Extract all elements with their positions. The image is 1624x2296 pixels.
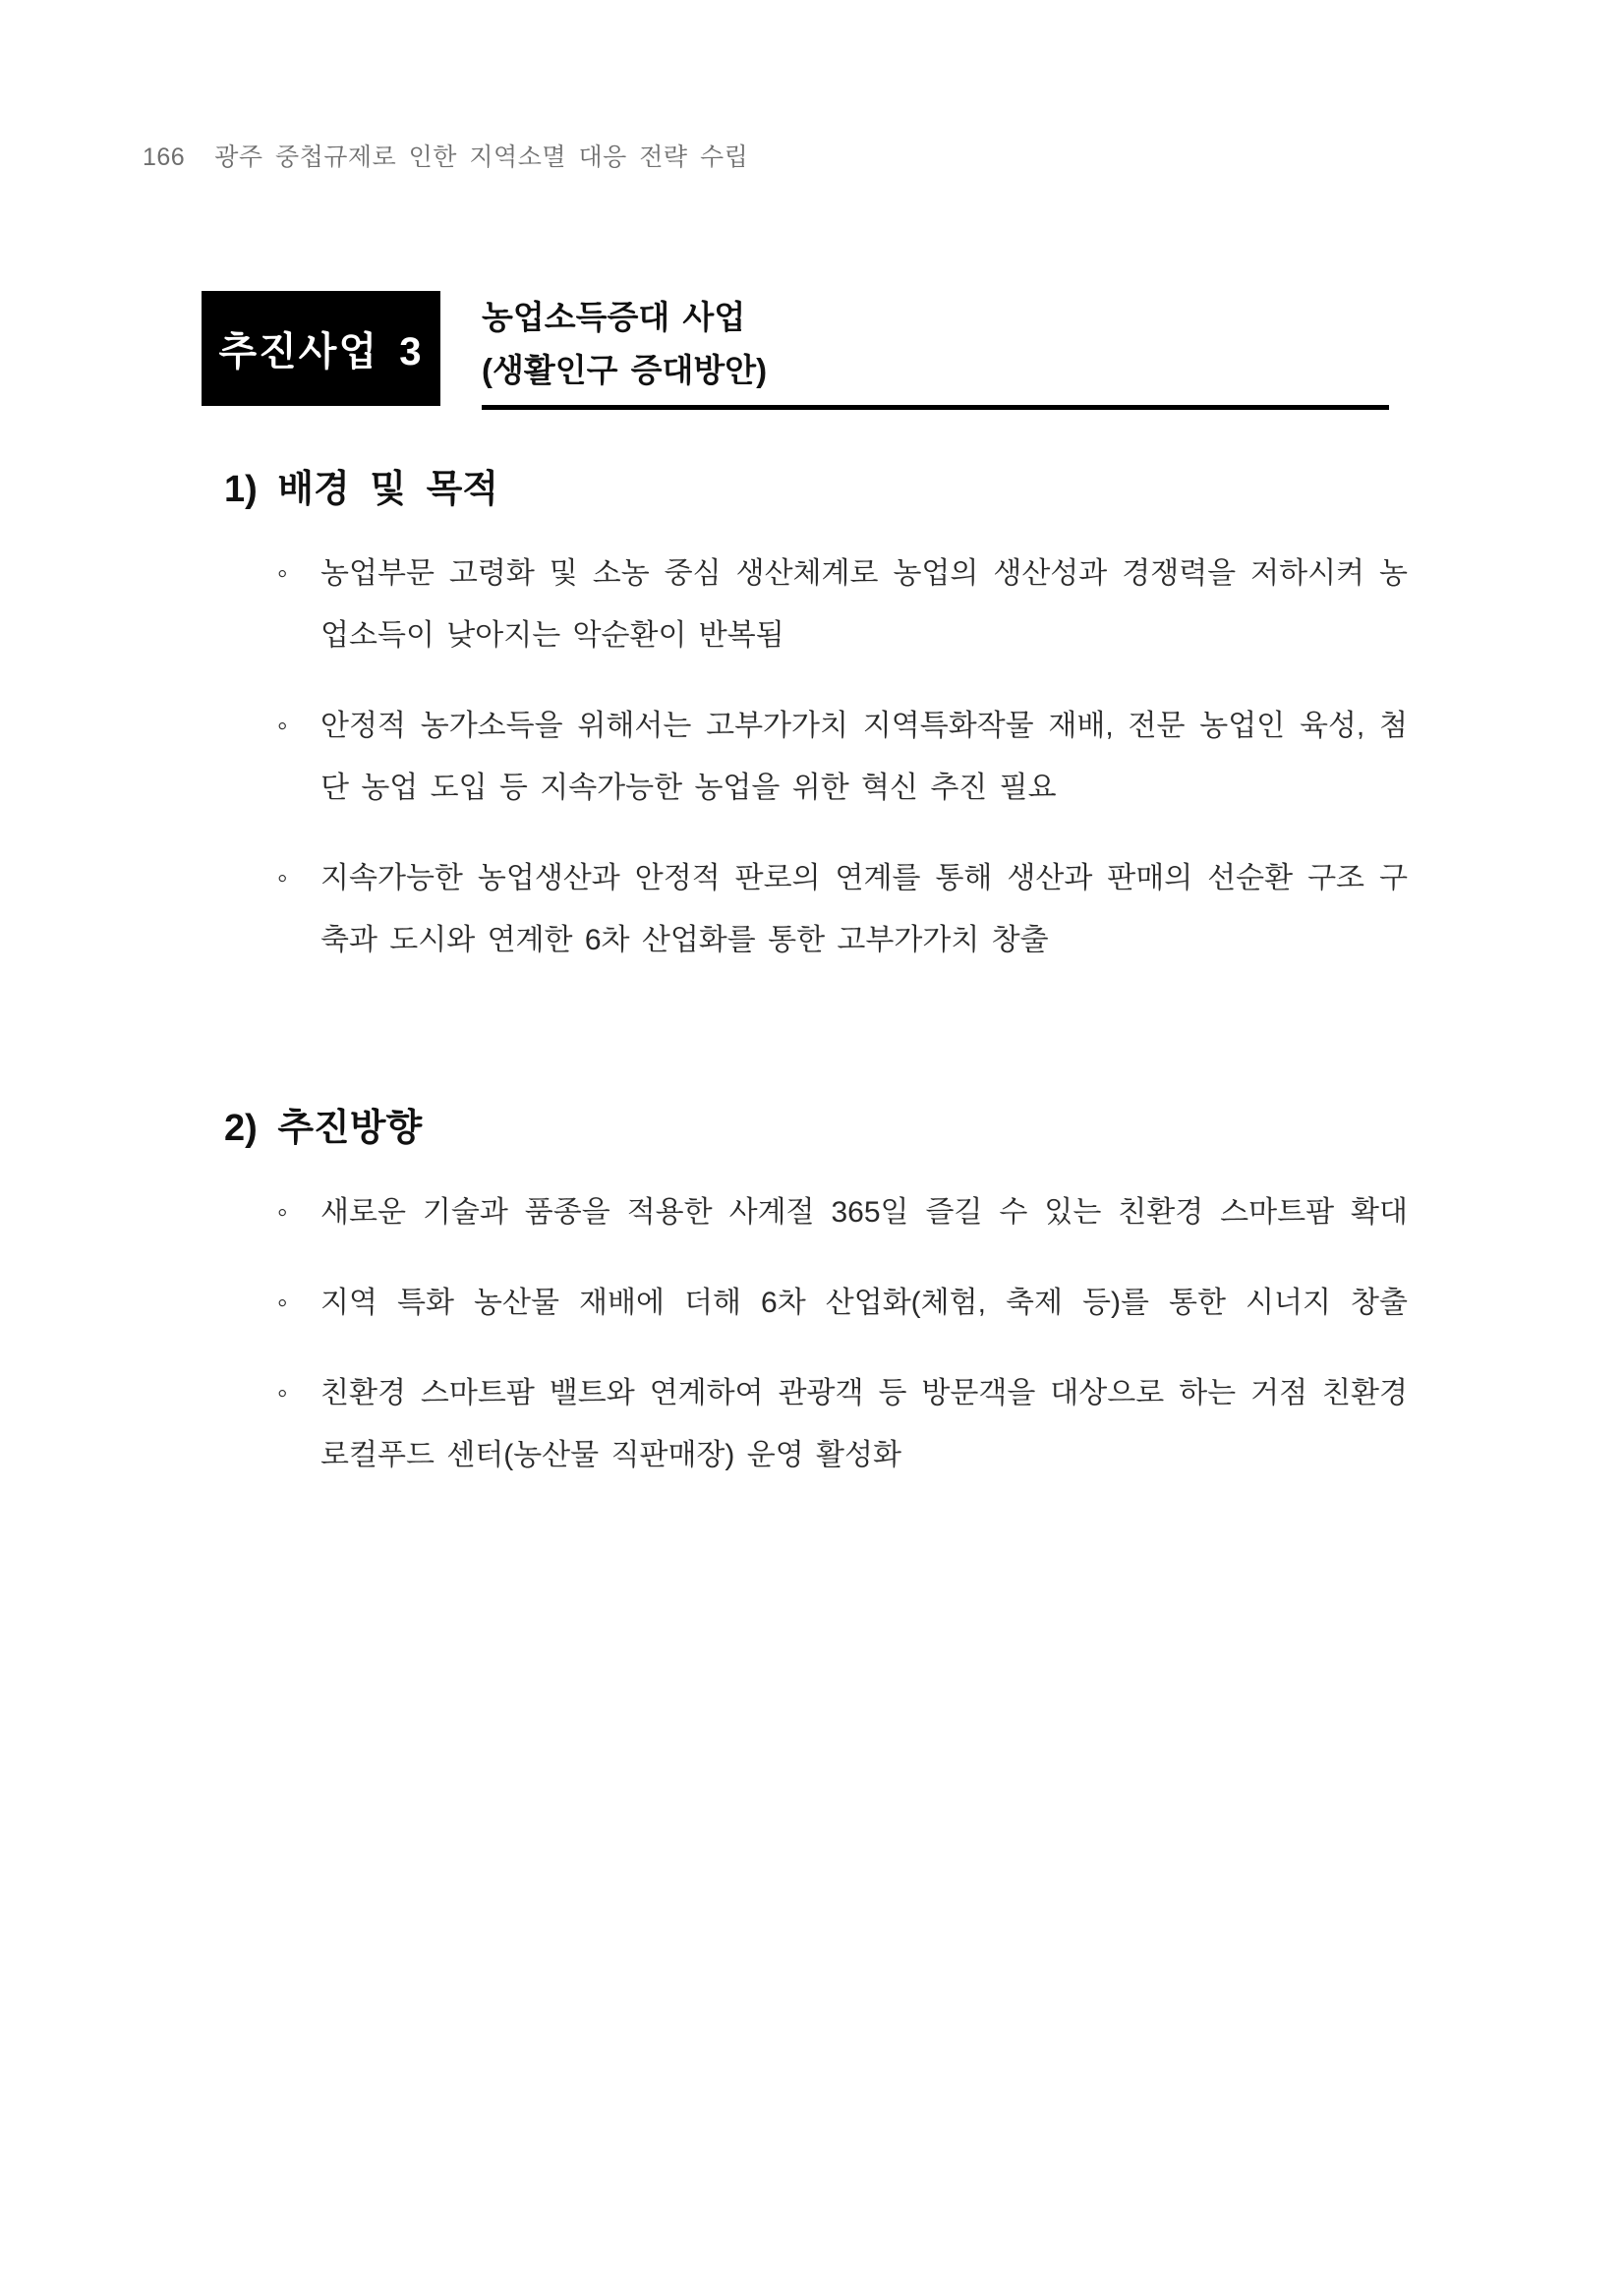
bullet-circle-icon: ◦: [277, 557, 288, 590]
bullet-text: 친환경 스마트팜 밸트와 연계하여 관광객 등 방문객을 대상으로 하는 거점 친환경 로컬푸드 센터(농산물 직판매장) 운영 활성화: [320, 1377, 1408, 1471]
section2-bullet-list: [275, 1181, 1408, 1486]
bullet-text: 새로운 기술과 품종을 적용한 사계절 365일 즐길 수 있는 친환경 스마트팜 확대: [320, 1196, 1408, 1229]
bullet-text: 안정적 농가소득을 위해서는 고부가가치 지역특화작물 재배, 전문 농업인 육성, 첨단 농업 도입 등 지속가능한 농업을 위한 혁신 추진 필요: [320, 710, 1408, 804]
project-title-line1: 농업소득증대 사업: [482, 299, 746, 335]
section-heading-background-purpose: 1) 배경 및 목적: [224, 469, 499, 510]
bullet-text: 지역 특화 농산물 재배에 더해 6차 산업화(체험, 축제 등)를 통한 시너지 창출: [320, 1287, 1408, 1319]
bullet-item: [275, 1272, 1408, 1334]
bullet-circle-icon: ◦: [277, 1287, 288, 1319]
bullet-text: 농업부문 고령화 및 소농 중심 생산체계로 농업의 생산성과 경쟁력을 저하시켜 농업소득이 낮아지는 악순환이 반복됨: [320, 557, 1408, 652]
bullet-item: [275, 1181, 1408, 1243]
project-number-box: 추진사업 3: [202, 291, 440, 406]
bullet-circle-icon: ◦: [277, 862, 288, 894]
bullet-text: 지속가능한 농업생산과 안정적 판로의 연계를 통해 생산과 판매의 선순환 구조 구축과 도시와 연계한 6차 산업화를 통한 고부가가치 창출: [320, 862, 1408, 956]
bullet-circle-icon: ◦: [277, 710, 288, 742]
project-banner: [202, 291, 1389, 410]
running-title: 광주 중첩규제로 인한 지역소멸 대응 전략 수립: [214, 144, 749, 171]
bullet-item: [275, 695, 1408, 819]
page-number: 166: [143, 144, 186, 171]
bullet-item: [275, 847, 1408, 971]
project-title: [482, 291, 1389, 410]
bullet-item: [275, 1362, 1408, 1486]
page-header: [143, 138, 748, 173]
bullet-circle-icon: ◦: [277, 1196, 288, 1229]
project-title-line2: (생활인구 증대방안): [482, 352, 768, 388]
bullet-item: [275, 543, 1408, 666]
section1-bullet-list: [275, 543, 1408, 971]
section-heading-direction: 2) 추진방향: [224, 1108, 423, 1149]
bullet-circle-icon: ◦: [277, 1377, 288, 1409]
